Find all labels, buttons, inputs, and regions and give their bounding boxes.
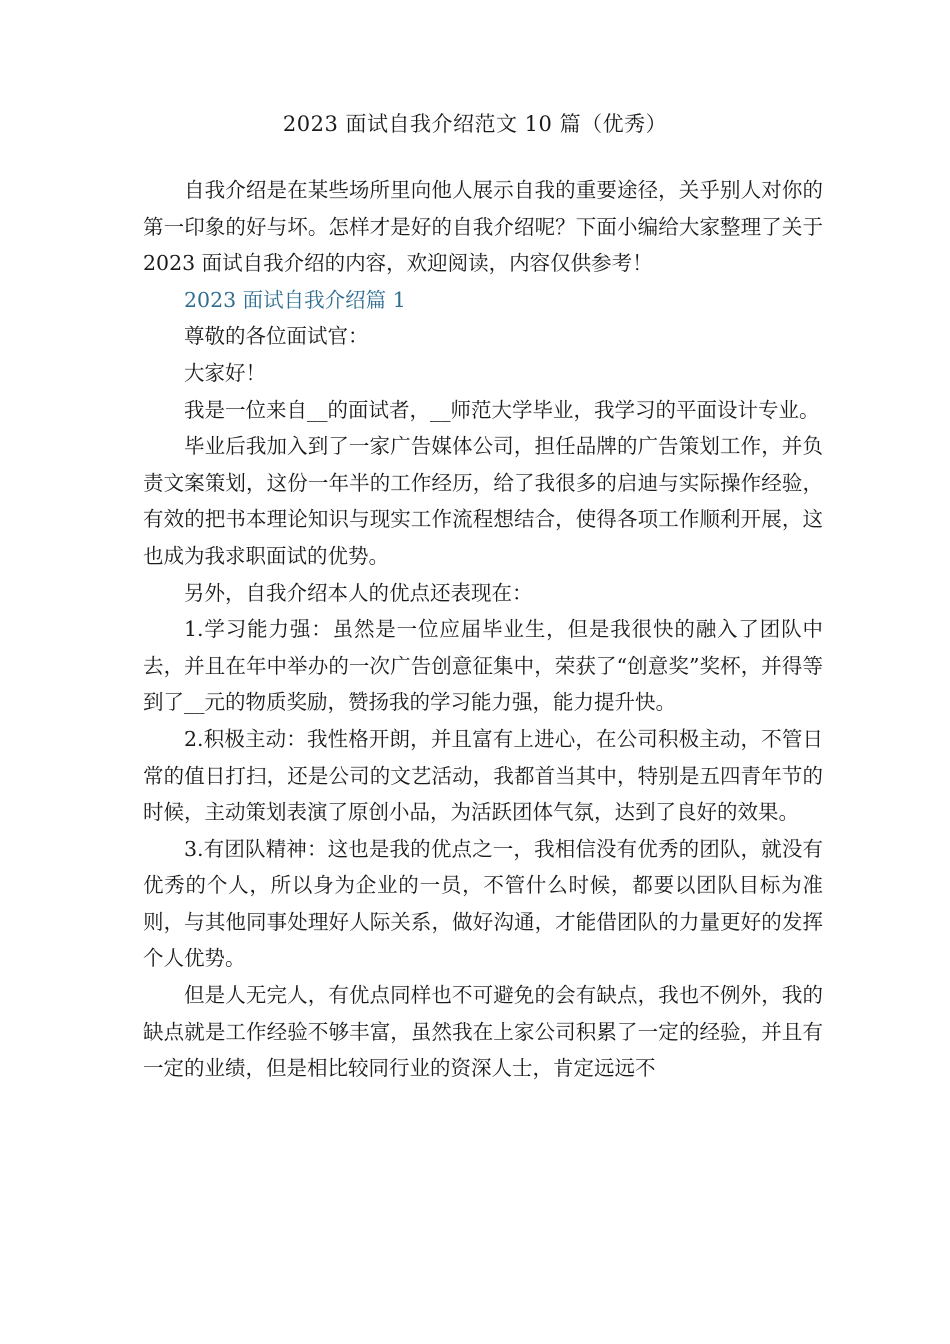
- section-heading: 2023 面试自我介绍篇 1: [184, 287, 406, 312]
- strength-item-3: 3.有团队精神：这也是我的优点之一，我相信没有优秀的团队，就没有优秀的个人，所以身为企业的一员，不管什么时候，都要以团队目标为准则，与其他同事处理好人际关系，做好沟通，才能借团队的力量更好的发挥个人优势。: [143, 836, 823, 971]
- background-paragraph: 我是一位来自__的面试者，__师范大学毕业，我学习的平面设计专业。: [184, 397, 820, 422]
- greeting: 大家好！: [184, 360, 266, 385]
- experience-paragraph: 毕业后我加入到了一家广告媒体公司，担任品牌的广告策划工作，并负责文案策划，这份一年半的工作经历，给了我很多的启迪与实际操作经验，有效的把书本理论知识与现实工作流程想结合，使得各项工作顺利开展，这也成为我求职面试的优势。: [143, 434, 823, 568]
- salutation: 尊敬的各位面试官：: [184, 324, 369, 349]
- weakness-paragraph: 但是人无完人，有优点同样也不可避免的会有缺点，我也不例外，我的缺点就是工作经验不够丰富，虽然我在上家公司积累了一定的经验，并且有一定的业绩，但是相比较同行业的资深人士，肯定远远不: [143, 983, 823, 1081]
- document-body: [143, 172, 823, 1087]
- strength-item-2: 2.积极主动：我性格开朗，并且富有上进心，在公司积极主动，不管日常的值日打扫，还是公司的文艺活动，我都首当其中，特别是五四青年节的时候，主动策划表演了原创小品，为活跃团体气氛，达到了良好的效果。: [143, 726, 823, 825]
- strengths-intro: 另外，自我介绍本人的优点还表现在：: [184, 580, 533, 605]
- strength-item-1: 1.学习能力强：虽然是一位应届毕业生，但是我很快的融入了团队中去，并且在年中举办的一次广告创意征集中，荣获了“创意奖”奖杯，并得等到了__元的物质奖励，赞扬我的学习能力强，能力提升快。: [143, 617, 823, 715]
- document-title: 2023 面试自我介绍范文 10 篇（优秀）: [282, 112, 668, 136]
- intro-paragraph: 自我介绍是在某些场所里向他人展示自我的重要途径，关乎别人对你的第一印象的好与坏。怎样才是好的自我介绍呢？下面小编给大家整理了关于 2023 面试自我介绍的内容，欢迎阅读，内容仅供参考！: [143, 178, 823, 276]
